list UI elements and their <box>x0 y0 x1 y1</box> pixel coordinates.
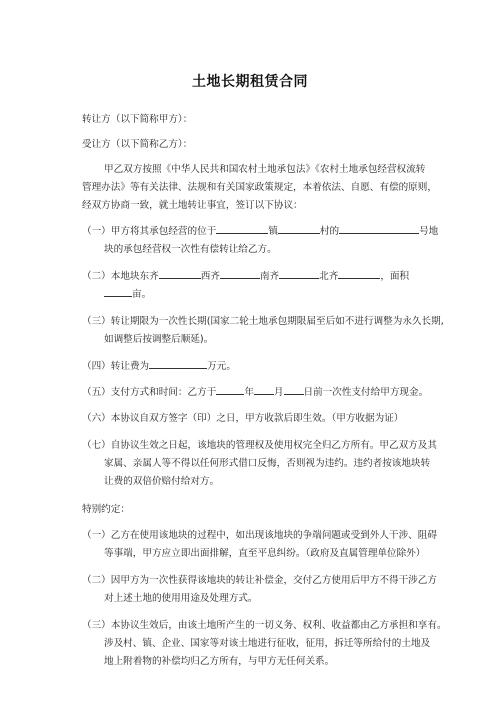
special-clause-2-cont: 对上述土地的使用用途及处理方式。 <box>104 593 258 604</box>
clause-text: 转让期限为一次性长期(国家二轮土地承包期限届至后如不进行调整为永久长期, <box>110 316 444 327</box>
special-clause-2 <box>82 571 437 591</box>
clause-1 <box>82 222 438 242</box>
clause-number: （一） <box>82 226 111 237</box>
clause-3-cont: 如调整后按调整后顺延)。 <box>104 334 214 345</box>
clause-number: （二） <box>82 575 111 586</box>
clause-text: 本协议生效后，由该土地所产生的一切义务、权利、收益都由乙方承担和享有。 <box>110 620 447 631</box>
blank-field <box>104 285 132 297</box>
clause-text: 号地 <box>419 226 439 237</box>
clause-number: （六） <box>82 413 111 424</box>
blank-field <box>279 267 319 279</box>
special-clause-3-cont: 地上附着物的补偿均归乙方所有，与甲方无任何关系。 <box>104 656 335 667</box>
clause-number: （七） <box>82 440 111 451</box>
clause-text: 村的 <box>319 226 340 237</box>
clause-text: ，面积 <box>380 271 410 282</box>
clause-text: 甲方将其承包经营的位于 <box>110 226 217 237</box>
special-clause-3-cont: 涉及村、镇、企业、国家等对该土地进行征收，征用，拆迁等所给付的土地及 <box>104 638 431 649</box>
clause-text: 月 <box>273 387 284 398</box>
clause-text: 日前一次性支付给甲方现金。 <box>303 387 429 398</box>
preamble-line: 管理办法》等有关法律、法规和有关国家政策规定，本着依法、自愿、有偿的原则， <box>82 182 437 193</box>
clause-text: 北齐 <box>319 271 339 282</box>
blank-field <box>339 222 419 234</box>
clause-number: （四） <box>82 361 111 372</box>
clause-text: 年 <box>244 387 254 398</box>
clause-text: 自协议生效之日起，该地块的管理权及使用权完全归乙方所有。甲乙双方及其 <box>110 440 437 451</box>
clause-text: 支付方式和时间：乙方于 <box>110 387 217 398</box>
clause-7 <box>82 436 437 456</box>
clause-text: 亩。 <box>132 289 152 300</box>
clause-text: 镇 <box>268 226 278 237</box>
clause-text: 西齐 <box>200 271 220 282</box>
blank-field <box>149 357 207 369</box>
clause-2-cont <box>104 285 151 305</box>
special-clause-1-cont: 等事端，甲方应立即出面排解，直至平息纠纷。（政府及直属管理单位除外） <box>104 548 426 559</box>
clause-2 <box>82 267 409 287</box>
clause-number: （二） <box>82 271 111 282</box>
clause-text: 转让费为 <box>110 361 150 372</box>
clause-1-cont: 块的承包经营权一次性有偿转让给乙方。 <box>104 244 277 255</box>
blank-field <box>284 383 304 395</box>
clause-text: 万元。 <box>207 361 236 372</box>
clause-number: （一） <box>82 530 111 541</box>
special-clause-1 <box>82 526 437 546</box>
document-title: 土地长期租赁合同 <box>192 74 308 90</box>
blank-field <box>220 267 260 279</box>
blank-field <box>338 267 380 279</box>
clause-4 <box>82 357 236 377</box>
clause-5 <box>82 383 428 403</box>
preamble-line: 经双方协商一致，就土地转让事宜，签订以下协议： <box>82 200 303 211</box>
blank-field <box>216 222 268 234</box>
clause-number: （三） <box>82 316 111 327</box>
special-terms-heading: 特别约定： <box>82 504 130 515</box>
clause-text: 本地块东齐 <box>110 271 159 282</box>
special-clause-3 <box>82 616 447 636</box>
clause-number: （五） <box>82 387 111 398</box>
blank-field <box>159 267 201 279</box>
clause-7-cont: 家属、亲属人等不得以任何形式借口反悔，否则视为违约。违约者按该地块转 <box>104 458 431 469</box>
clause-6 <box>82 409 403 429</box>
blank-field <box>216 383 244 395</box>
blank-field <box>278 222 320 234</box>
clause-7-cont: 让费的双倍价赔付给对方。 <box>104 476 220 487</box>
party-a-line: 转让方（以下简称甲方）： <box>82 114 193 125</box>
clause-number: （三） <box>82 620 111 631</box>
clause-text: 乙方在使用该地块的过程中，如出现该地块的争端问题或受到外人干涉、阻碍 <box>110 530 437 541</box>
party-b-line: 受让方（以下简称乙方）： <box>82 139 193 150</box>
clause-text: 本协议自双方签字（印）之日，甲方收款后即生效。（甲方收据为证） <box>110 413 404 424</box>
preamble-line: 甲乙双方按照《中华人民共和国农村土地承包法》《农村土地承包经营权流转 <box>104 164 426 175</box>
clause-3 <box>82 312 444 332</box>
blank-field <box>254 383 274 395</box>
clause-text: 因甲方为一次性获得该地块的转让补偿金，交付乙方使用后甲方不得干涉乙方 <box>110 575 437 586</box>
clause-text: 南齐 <box>259 271 280 282</box>
